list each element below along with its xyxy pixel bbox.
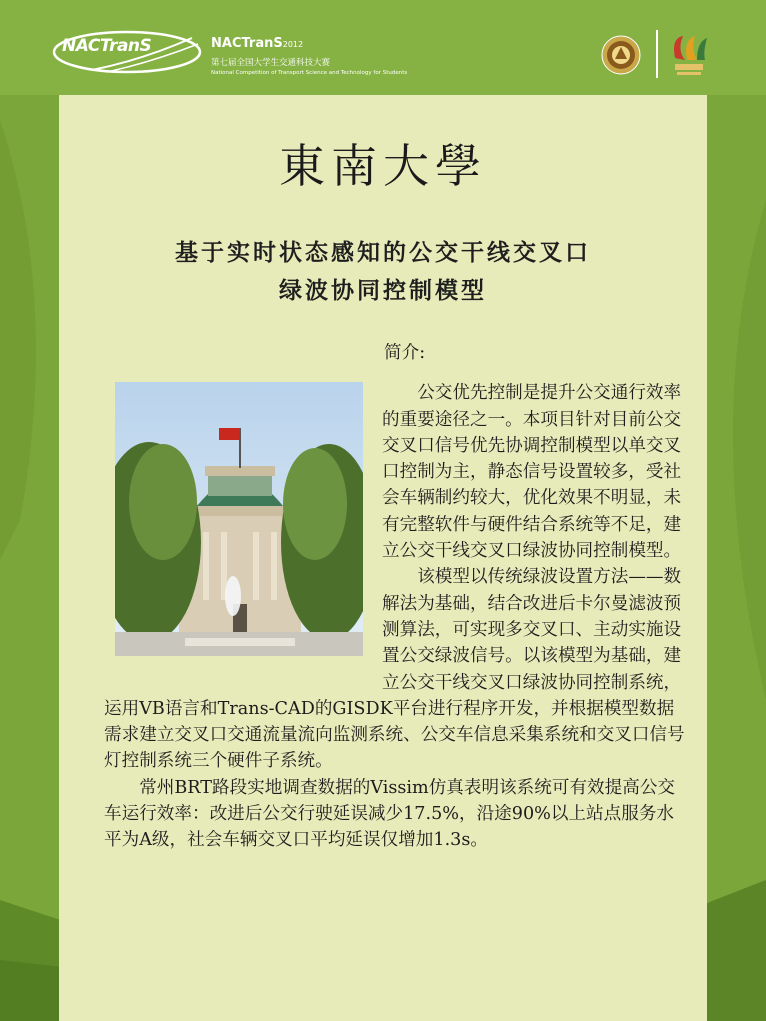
brand-name <box>211 36 303 51</box>
paragraph-3: 常州BRT路段实地调查数据的Vissim仿真表明该系统可有效提高公交车运行效率：改进后公交行驶延误减少17.5%，沿途90%以上站点服务水平为A级，社会车辆交叉口平均延误仅增加1.3s。 <box>104 777 676 851</box>
university-seal-icon <box>601 35 641 75</box>
introduction-text <box>104 340 686 854</box>
logo-text: NACTranS <box>62 36 152 56</box>
brand-year: 2012 <box>282 40 304 49</box>
header <box>0 0 766 92</box>
project-title-line-1: 基于实时状态感知的公交干线交叉口 <box>175 240 591 266</box>
anniversary-emblem-icon <box>667 30 711 80</box>
project-title-line-2: 绿波协同控制模型 <box>279 278 487 304</box>
paragraph-2: 该模型以传统绿波设置方法——数解法为基础，结合改进后卡尔曼滤波预测算法，可实现多交叉口、主动实施设置公交绿波信号。以该模型为基础，建立公交干线交叉口绿波协同控制系统，运用VB语言和Trans-CAD的GISDK平台进行程序开发，并根据模型数据需求建立交叉口交通流量流向监测系统、公交车信息采集系统和交叉口信号灯控制系统三个硬件子系统。 <box>104 567 685 772</box>
photo-spacer <box>104 340 382 678</box>
header-divider <box>656 30 658 78</box>
university-name-calligraphy: 東南大學 <box>279 139 487 193</box>
brand-text: NACTranS <box>211 36 283 51</box>
paragraph-1: 公交优先控制是提升公交通行效率的重要途径之一。本项目针对目前公交交叉口信号优先协调控制模型以单交叉口控制为主，静态信号设置较多，受社会车辆制约较大，优化效果不明显，未有完整软件与硬件结合系统等不足，建立公交干线交叉口绿波协同控制模型。 <box>382 383 682 562</box>
competition-name-cn: 第七届全国大学生交通科技大赛 <box>211 58 331 68</box>
intro-label: 简介: <box>384 343 426 363</box>
competition-name-en: National Competition of Transport Science and Technology for Students <box>211 70 408 76</box>
